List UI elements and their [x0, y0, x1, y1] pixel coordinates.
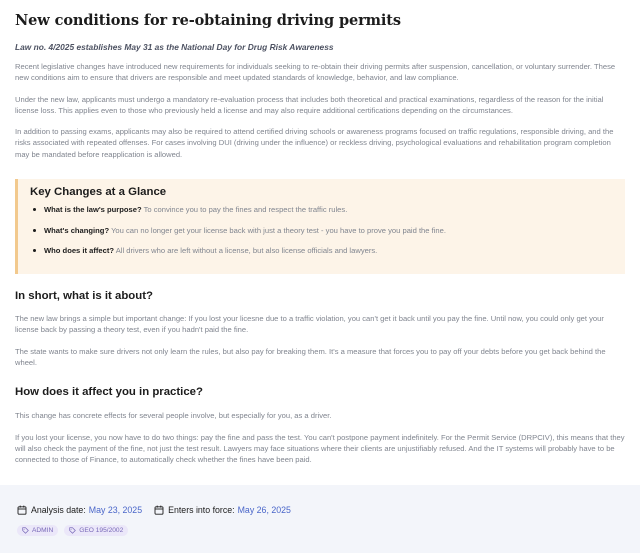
practice-paragraph-2: If you lost your license, you now have to do two things: pay the fine and pass the test. You can't postpone payment indefinitely. For the Permit Service (DRPCIV), this means that they will also check the payment of the fine, not just the test result. Lawyers may face situations where their clients are unjustifiably refused. And the IT systems will probably have to be connected to those of Finance, to automatically check whether the fines have been paid.	[15, 432, 625, 465]
analysis-date-value: May 23, 2025	[88, 505, 143, 515]
summary-paragraph-2: The state wants to make sure drivers not only learn the rules, but also pay for breaking them. It's a measure that forces you to pay off your debts before you get back behind the wheel.	[15, 346, 606, 367]
analysis-date-label: Analysis date:	[31, 505, 86, 515]
practice-paragraph-1: This change has concrete effects for several people involve, but especially for you, as a driver.	[15, 411, 332, 421]
list-item-label: Who does it affect?	[44, 246, 115, 256]
force-date-value: May 26, 2025	[237, 505, 291, 515]
callout-title: Key Changes at a Glance	[30, 186, 167, 199]
date-meta-row	[17, 503, 623, 517]
summary-paragraph-1: The new law brings a simple but important change: If you lost your licesne due to a traffic violation, you can't get it back until you pay the fine. Until now, you could only get your license back by passing a theory test, even if you hadn't paid the fine.	[15, 314, 604, 335]
tag-list	[17, 525, 623, 536]
force-date-label: Enters into force:	[168, 505, 235, 515]
section-heading-summary: In short, what is it about?	[15, 290, 153, 303]
analysis-date	[17, 505, 142, 515]
list-item	[30, 246, 611, 256]
tag-geo[interactable]	[64, 525, 128, 536]
list-item	[30, 226, 611, 236]
list-item-label: What is the law's purpose?	[44, 205, 142, 215]
key-changes-callout	[15, 179, 625, 274]
article-title: New conditions for re-obtaining driving permits	[15, 12, 401, 29]
intro-paragraph-1: Recent legislative changes have introduced new requirements for individuals seeking to re-obtain their driving permits after suspension, cancellation, or voluntary surrender. These new conditions aim to ensure that drivers are responsible and meet updated standards of knowledge, behavior, and law compliance.	[15, 62, 616, 83]
list-item-label: What's changing?	[44, 225, 110, 235]
list-item	[30, 205, 611, 215]
key-changes-list	[30, 205, 611, 256]
tag-label: GEO 195/2002	[79, 527, 124, 534]
article-subtitle: Law no. 4/2025 establishes May 31 as the National Day for Drug Risk Awareness	[15, 42, 334, 52]
list-item-text: You can no longer get your license back with just a theory test - you have to prove you paid the fine.	[109, 225, 446, 235]
tag-icon	[22, 527, 29, 534]
force-date	[154, 505, 291, 515]
tag-label: ADMIN	[32, 527, 54, 534]
calendar-icon	[154, 505, 164, 515]
section-heading-practice: How does it affect you in practice?	[15, 386, 203, 399]
tag-icon	[69, 527, 76, 534]
list-item-text: To convince you to pay the fines and respect the traffic rules.	[141, 205, 348, 215]
tag-admin[interactable]	[17, 525, 58, 536]
intro-paragraph-3: In addition to passing exams, applicants may also be required to attend certified driving schools or awareness programs focused on traffic regulations, responsible driving, and the risks associated with repeated offenses. For cases involving DUI (driving under the influence) or reckless driving, psychological evaluations and rehabilitation program completion may be mandated before reapplication is allowed.	[15, 127, 614, 159]
calendar-icon	[17, 505, 27, 515]
intro-paragraph-2: Under the new law, applicants must undergo a mandatory re-evaluation process that includes both theoretical and practical examinations, regardless of the reason for the initial license loss. This applies even to those who previously held a license and may also require additional certifications depending on the circumstances.	[15, 94, 604, 115]
list-item-text: All drivers who are left without a license, but also license officials and lawyers.	[114, 246, 378, 256]
article-footer	[0, 485, 640, 553]
